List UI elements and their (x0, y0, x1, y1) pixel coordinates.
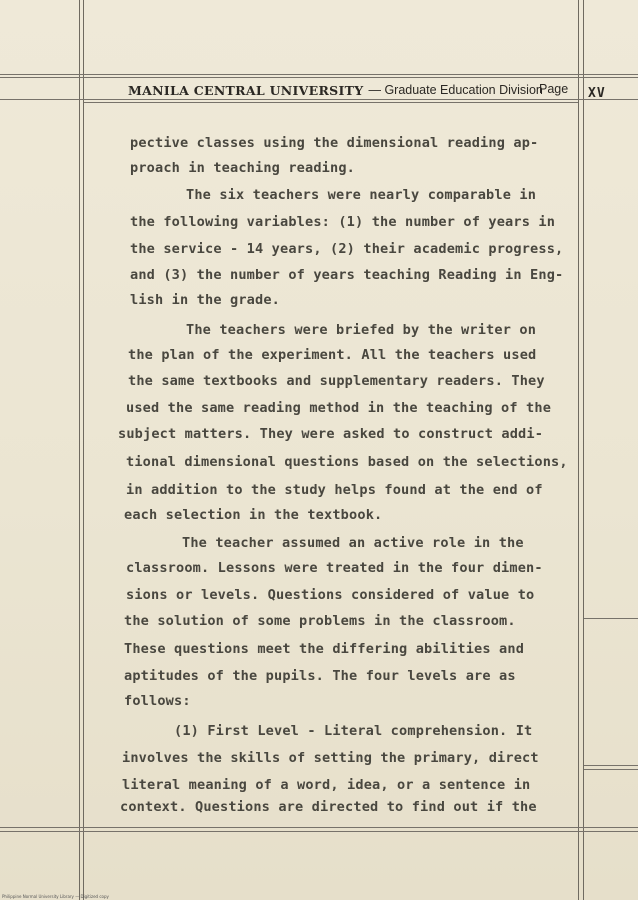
text-line: The six teachers were nearly comparable in (186, 187, 537, 203)
text-line: sions or levels. Questions considered of value to (126, 587, 535, 603)
page-number: XV (588, 86, 606, 101)
text-line: proach in teaching reading. (130, 160, 356, 176)
text-line: each selection in the textbook. (124, 507, 383, 523)
letterhead (128, 80, 578, 100)
right-margin-tick (584, 769, 638, 770)
text-line: classroom. Lessons were treated in the four dimen- (126, 560, 543, 576)
text-line: in addition to the study helps found at the end of (126, 482, 543, 498)
footer-caption: Philippine Normal University Library — Digitized copy (2, 894, 109, 899)
text-line: follows: (124, 693, 191, 709)
text-line: involves the skills of setting the primary, direct (122, 750, 539, 766)
text-line: the following variables: (1) the number of years in (130, 214, 556, 230)
footer-rule-bottom (0, 831, 638, 832)
text-line: The teachers were briefed by the writer on (186, 322, 537, 338)
text-line: the service - 14 years, (2) their academic progress, (130, 241, 564, 257)
text-line: aptitudes of the pupils. The four levels are as (124, 668, 516, 684)
text-line: The teacher assumed an active role in the (182, 535, 524, 551)
text-line: context. Questions are directed to find out if the (120, 799, 537, 815)
text-line: (1) First Level - Literal comprehension. It (174, 723, 533, 739)
text-line: used the same reading method in the teaching of the (126, 400, 552, 416)
right-margin-tick (584, 618, 638, 619)
text-line: subject matters. They were asked to construct addi- (118, 426, 544, 442)
page-label: Page (539, 82, 569, 96)
text-line: the same textbooks and supplementary readers. They (128, 373, 545, 389)
text-line: the solution of some problems in the classroom. (124, 613, 516, 629)
text-line: the plan of the experiment. All the teachers used (128, 347, 537, 363)
text-line: lish in the grade. (130, 292, 281, 308)
left-margin-rule (79, 0, 80, 900)
footer-rule-top (0, 827, 638, 828)
text-line: These questions meet the differing abilities and (124, 641, 525, 657)
text-line: tional dimensional questions based on the selections, (126, 454, 568, 470)
text-line: literal meaning of a word, idea, or a sentence in (122, 777, 531, 793)
division-name: — Graduate Education Division (368, 83, 543, 97)
text-line: and (3) the number of years teaching Reading in Eng- (130, 267, 564, 283)
header-rule-bottom-2 (84, 102, 578, 103)
university-name: MANILA CENTRAL UNIVERSITY (128, 82, 364, 98)
right-margin-tick (584, 765, 638, 766)
header-rule-top-2 (0, 77, 638, 78)
left-margin-rule-inner (83, 0, 84, 900)
right-margin-rule (578, 0, 579, 900)
header-rule-top (0, 74, 638, 75)
text-line: pective classes using the dimensional reading ap- (130, 135, 539, 151)
